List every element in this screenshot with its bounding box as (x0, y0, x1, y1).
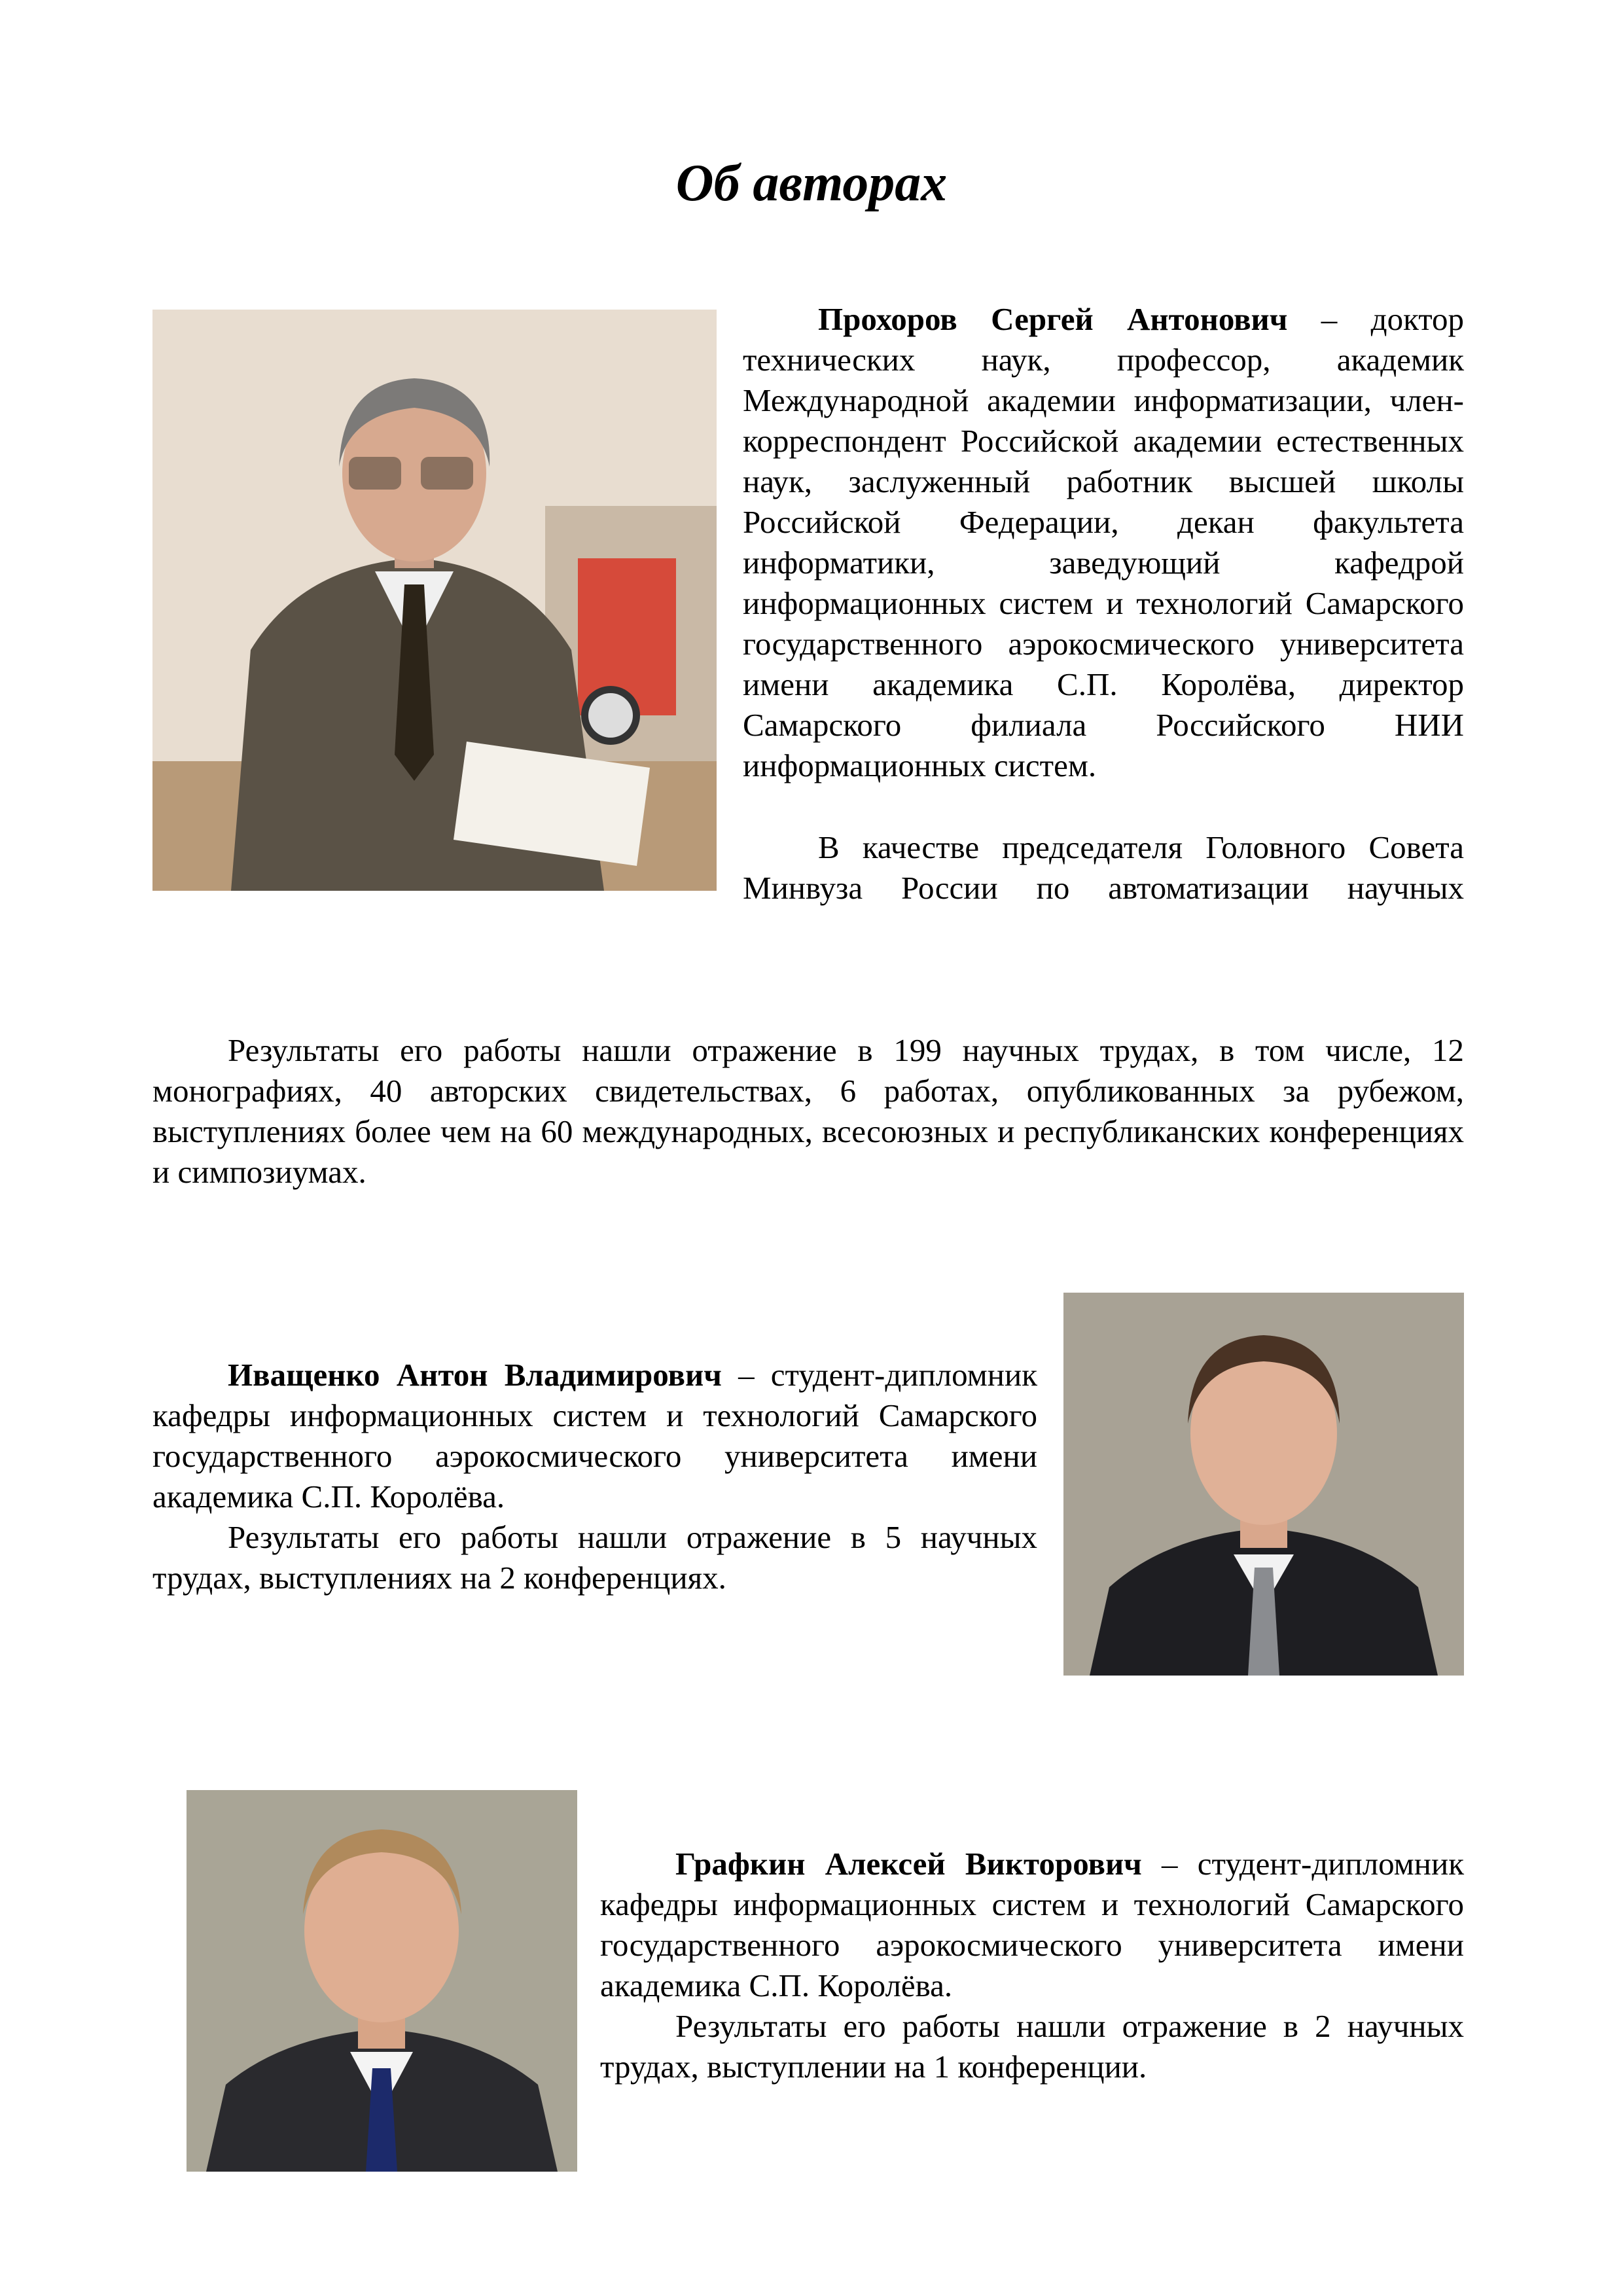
author-name: Иващенко Антон Владимирович (228, 1357, 722, 1393)
author-name: Графкин Алексей Викторович (675, 1846, 1142, 1882)
page-title: Об авторах (675, 154, 948, 212)
author-photo-prokhorov (152, 310, 717, 891)
author-name: Прохоров Сергей Антонович (818, 301, 1288, 337)
author-paragraph (152, 908, 1464, 1030)
author-bio-ivashchenko: Иващенко Антон Владимирович – студент-дипломник кафедры информационных систем и технологий Самарского государственного аэрокосмического университета имени академика С.П. Королёва. Результаты его работы нашли отражение в 5 научных трудах, выступлениях на 2 конференциях. (152, 1357, 1038, 1596)
author-paragraph: Результаты его работы нашли отражение в 199 научных трудах, в том числе, 12 монографиях, 40 авторских свидетельствах, 6 работах, опубликованных за рубежом, выступлениях более чем на 60 международных, всесоюзных и республиканских конференциях и симпозиумах. (152, 1032, 1464, 1190)
author-paragraph: В качестве председателя Головного Совета Минвуза России по автоматизации научных (743, 829, 1464, 906)
author-bio-grafkin: Графкин Алексей Викторович – студент-дипломник кафедры информационных систем и технологий Самарского государственного аэрокосмического университета имени академика С.П. Королёва. Результаты его работы нашли отражение в 2 научных трудах, выступлении на 1 конференции. (600, 1846, 1464, 2085)
author-bio-prokhorov: Прохоров Сергей Антонович – доктор технических наук, профессор, академик Международной академии информатизации, член-корреспондент Российской академии естественных наук, заслуженный работник высшей школы Российской Федерации, декан факультета информатики, заведующий кафедрой информационных систем и технологий Самарского государственного аэрокосмического университета имени академика С.П. Королёва, директор Самарского филиала Российского НИИ информационных систем. (743, 301, 1464, 783)
author-photo-ivashchenko (1063, 1293, 1464, 1676)
author-photo-grafkin (187, 1790, 577, 2172)
